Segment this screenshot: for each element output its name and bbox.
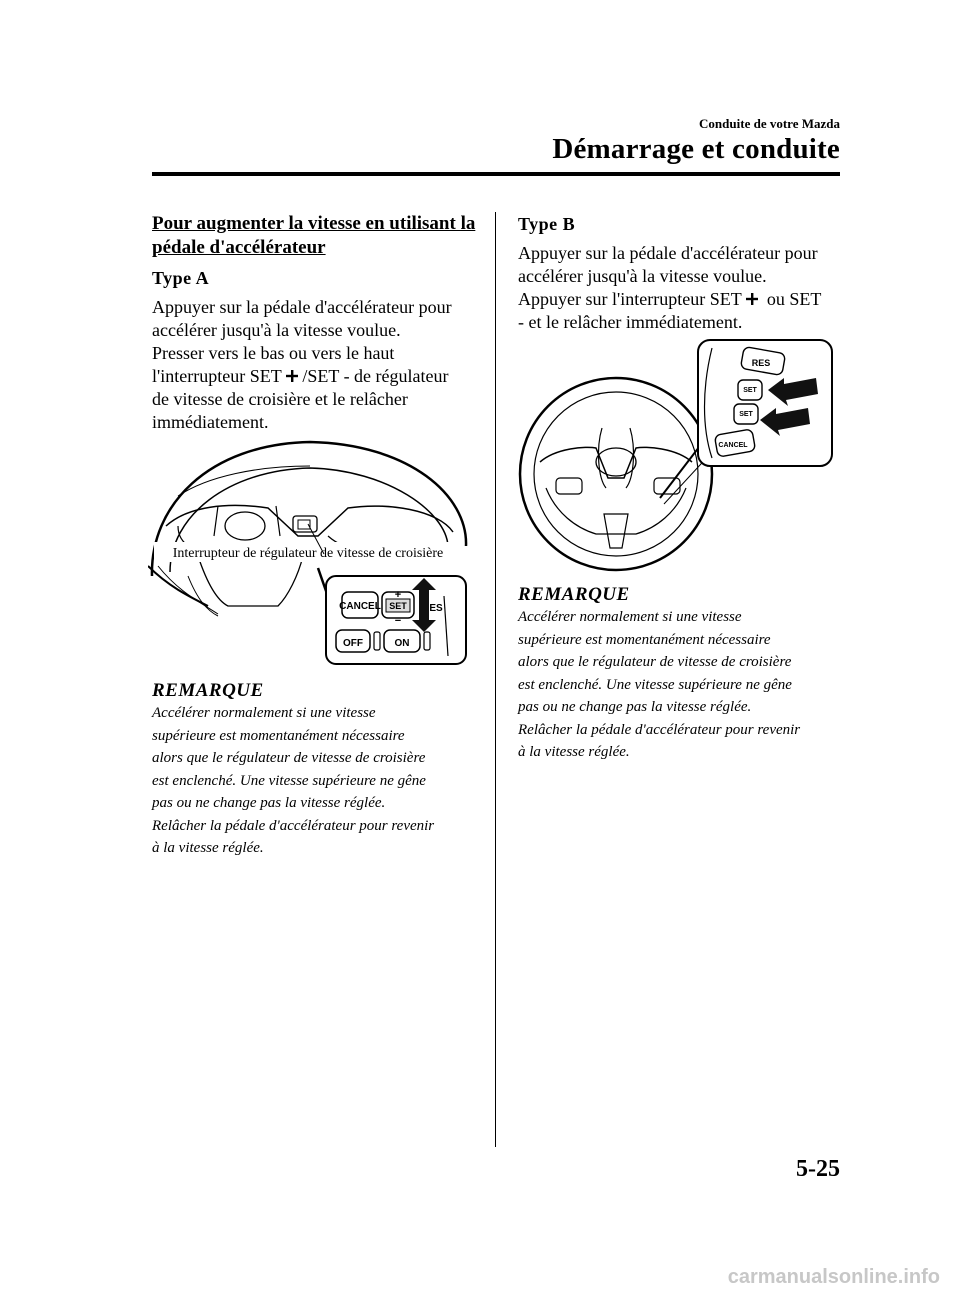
paragraph-line — [518, 288, 848, 311]
type-a-label: Type A — [152, 268, 210, 288]
note-line: supérieure est momentanément nécessaire — [518, 631, 771, 648]
note-body — [152, 702, 482, 860]
off-button-label: OFF — [343, 638, 363, 649]
paragraph-fragment: /SET - de régulateur — [297, 366, 449, 386]
res-button-label: ES — [429, 603, 443, 614]
plus-icon — [286, 370, 298, 382]
cancel-button-label: CANCEL — [339, 601, 381, 612]
section-heading — [152, 212, 475, 260]
note-line: supérieure est momentanément nécessaire — [152, 727, 405, 744]
cancel-button-label: CANCEL — [718, 442, 748, 449]
header-rule — [152, 172, 840, 176]
callout-label: Interrupteur de régulateur de vitesse de croisière — [172, 546, 444, 561]
paragraph-line: accélérer jusqu'à la vitesse voulue. — [518, 266, 767, 286]
on-button-label: ON — [394, 638, 410, 649]
chapter-title: Démarrage et conduite — [552, 133, 840, 165]
paragraph-fragment: l'interrupteur SET — [152, 366, 286, 386]
note-line: Accélérer normalement si une vitesse — [152, 705, 376, 721]
watermark: carmanualsonline.info — [727, 1266, 940, 1288]
note-line: Relâcher la pédale d'accélérateur pour revenir — [152, 817, 435, 834]
note-line: Relâcher la pédale d'accélérateur pour revenir — [518, 721, 801, 738]
note-body — [518, 606, 848, 764]
type-a-paragraph — [152, 296, 482, 434]
paragraph-fragment: Appuyer sur l'interrupteur SET — [518, 289, 746, 309]
paragraph-line: Appuyer sur la pédale d'accélérateur pour — [152, 297, 452, 317]
paragraph-line: Presser vers le bas ou vers le haut — [152, 343, 395, 363]
minus-label: − — [394, 615, 402, 627]
plus-icon — [746, 293, 758, 305]
note-line: Accélérer normalement si une vitesse — [518, 609, 742, 625]
set-button-label: SET — [389, 601, 407, 611]
paragraph-line — [152, 365, 482, 388]
paragraph-line: Appuyer sur la pédale d'accélérateur pour — [518, 243, 818, 263]
type-b-label: Type B — [518, 214, 576, 234]
note-line: à la vitesse réglée. — [152, 840, 264, 856]
paragraph-line: immédiatement. — [152, 412, 269, 432]
set-minus-button-label: SET — [739, 411, 753, 418]
steering-wheel-type-b-illustration — [516, 338, 836, 574]
paragraph-line: de vitesse de croisière et le relâcher — [152, 389, 408, 409]
note-line: pas ou ne change pas la vitesse réglée. — [518, 699, 752, 715]
note-line: à la vitesse réglée. — [518, 744, 630, 760]
plus-label: + — [394, 589, 402, 601]
note-line: pas ou ne change pas la vitesse réglée. — [152, 795, 386, 811]
section-heading-line: Pour augmenter la vitesse en utilisant la — [152, 213, 476, 234]
note-line: alors que le régulateur de vitesse de croisière — [152, 750, 426, 766]
note-title: REMARQUE — [152, 680, 264, 701]
paragraph-line: - et le relâcher immédiatement. — [518, 312, 743, 332]
paragraph-line: accélérer jusqu'à la vitesse voulue. — [152, 320, 401, 340]
note-line: est enclenché. Une vitesse supérieure ne gêne — [152, 772, 426, 789]
section-title: Conduite de votre Mazda — [699, 116, 840, 131]
steering-wheel-type-a-illustration — [148, 436, 473, 668]
note-title: REMARQUE — [518, 584, 630, 605]
column-divider — [495, 212, 496, 1147]
res-button-label: RES — [751, 358, 771, 368]
page-number: 5-25 — [796, 1156, 840, 1182]
paragraph-fragment: ou SET — [757, 289, 822, 309]
set-plus-button-label: SET — [743, 387, 757, 394]
type-b-paragraph — [518, 242, 848, 334]
note-line: est enclenché. Une vitesse supérieure ne gêne — [518, 676, 792, 693]
section-heading-line: pédale d'accélérateur — [152, 237, 326, 258]
note-line: alors que le régulateur de vitesse de croisière — [518, 654, 792, 670]
